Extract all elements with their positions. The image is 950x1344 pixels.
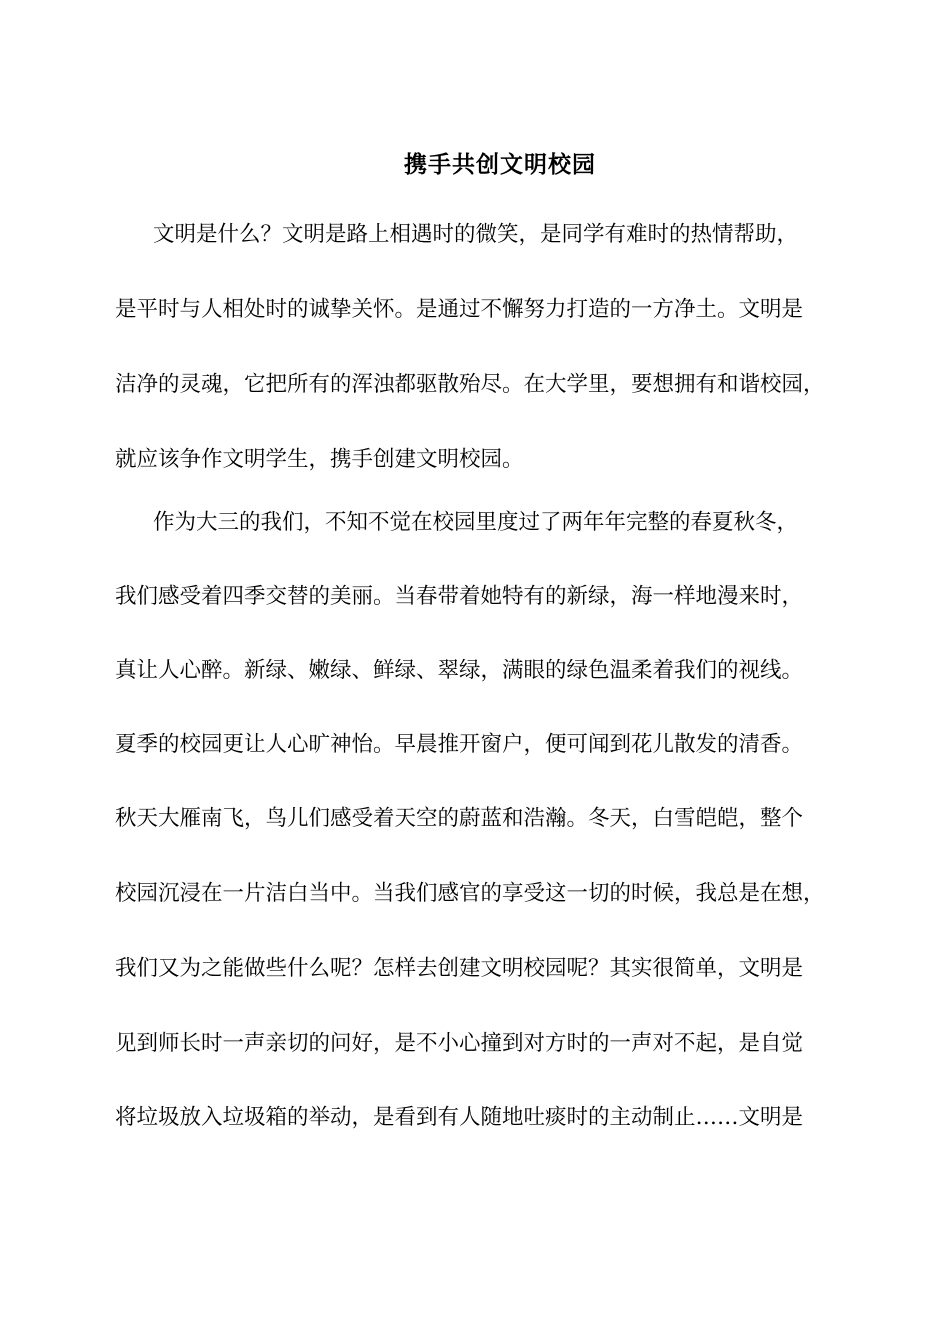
paragraph-1-line-2: 是平时与人相处时的诚挚关怀。是通过不懈努力打造的一方净土。文明是 (115, 297, 804, 322)
paragraph-1-line-1: 文明是什么？文明是路上相遇时的微笑，是同学有难时的热情帮助， (153, 222, 799, 247)
document-title: 携手共创文明校园 (404, 152, 596, 178)
paragraph-2-line-8: 见到师长时一声亲切的问好，是不小心撞到对方时的一声对不起，是自觉 (115, 1031, 804, 1056)
paragraph-2-line-1: 作为大三的我们，不知不觉在校园里度过了两年年完整的春夏秋冬， (153, 510, 799, 535)
paragraph-1-line-3: 洁净的灵魂，它把所有的浑浊都驱散殆尽。在大学里，要想拥有和谐校园， (115, 372, 825, 397)
paragraph-2-line-5: 秋天大雁南飞，鸟儿们感受着天空的蔚蓝和浩瀚。冬天，白雪皑皑，整个 (115, 806, 804, 831)
paragraph-2-line-2: 我们感受着四季交替的美丽。当春带着她特有的新绿，海一样地漫来时， (115, 584, 804, 609)
paragraph-2-line-4: 夏季的校园更让人心旷神怡。早晨推开窗户，便可闻到花儿散发的清香。 (115, 732, 804, 757)
paragraph-2-line-9: 将垃圾放入垃圾箱的举动，是看到有人随地吐痰时的主动制止……文明是 (115, 1105, 804, 1130)
paragraph-2-line-6: 校园沉浸在一片洁白当中。当我们感官的享受这一切的时候，我总是在想， (115, 881, 825, 906)
paragraph-2-line-7: 我们又为之能做些什么呢？怎样去创建文明校园呢？其实很简单，文明是 (115, 956, 804, 981)
paragraph-1-line-4: 就应该争作文明学生，携手创建文明校园。 (115, 447, 524, 472)
paragraph-2-line-3: 真让人心醉。新绿、嫩绿、鲜绿、翠绿，满眼的绿色温柔着我们的视线。 (115, 658, 804, 683)
